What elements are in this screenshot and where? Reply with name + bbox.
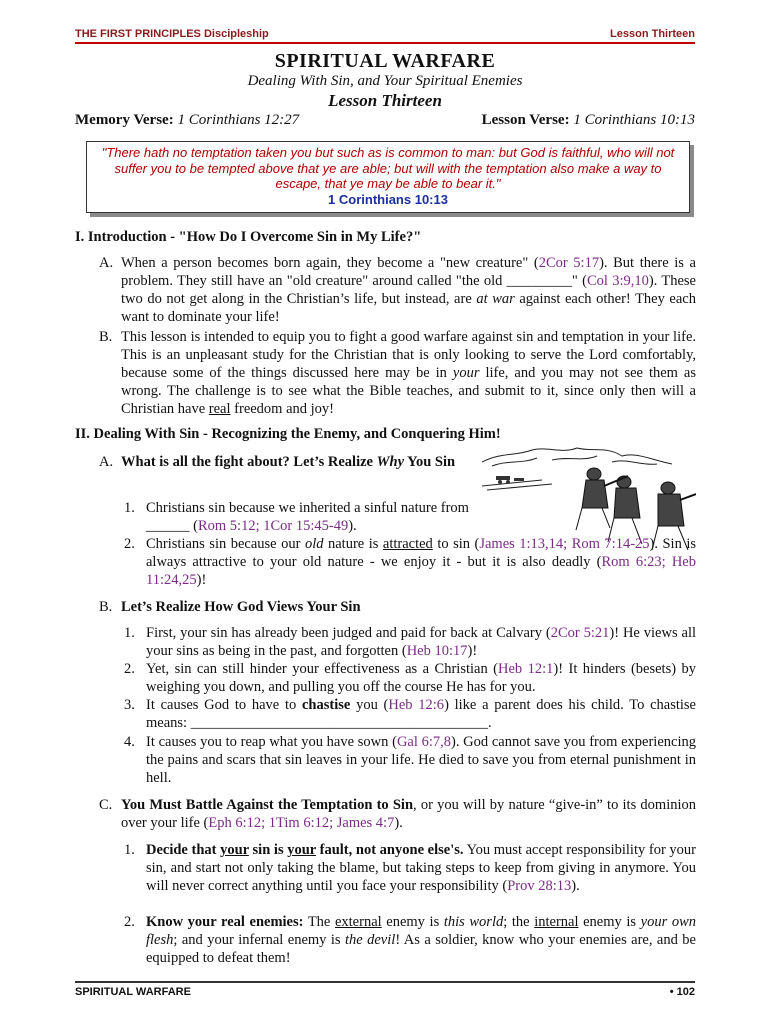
- point-label: B.: [99, 599, 113, 615]
- footer-title: SPIRITUAL WARFARE: [75, 986, 191, 998]
- item-number: 1.: [124, 842, 135, 858]
- item-number: 3.: [124, 697, 135, 713]
- point-b-title: Let’s Realize How God Views Your Sin: [121, 599, 361, 615]
- section-2b-item-1: 1. First, your sin has already been judged and paid for back at Calvary (2Cor 5:21)! He views all your sins as being in the past, and forgotten (Heb 10:17)!: [124, 625, 696, 659]
- item-number: 2.: [124, 661, 135, 677]
- memory-verse-label: Memory Verse:: [75, 112, 174, 128]
- page-number: • 102: [669, 986, 695, 998]
- page-header: [75, 26, 695, 44]
- scripture-ref[interactable]: Rom 5:12; 1Cor 15:45-49: [197, 518, 349, 534]
- section-2a-item-1: 1. Christians sin because we inherited a sinful nature from ______ (Rom 5:12; 1Cor 15:45-49).: [124, 500, 469, 534]
- section-2-point-b-heading: [99, 598, 696, 616]
- scripture-ref[interactable]: Heb 12:6: [388, 697, 445, 713]
- section-heading-2: II. Dealing With Sin - Recognizing the Enemy, and Conquering Him!: [75, 426, 501, 442]
- item-number: 1.: [124, 625, 135, 641]
- lesson-verse-label: Lesson Verse:: [481, 112, 570, 128]
- lesson-verse: [482, 112, 695, 129]
- scripture-ref[interactable]: Eph 6:12; 1Tim 6:12; James 4:7: [208, 815, 395, 831]
- scripture-ref[interactable]: Heb 12:1: [498, 661, 554, 677]
- point-label: A.: [99, 255, 114, 271]
- page-subtitle: Dealing With Sin, and Your Spiritual Enemies: [247, 73, 523, 89]
- scripture-ref[interactable]: Col 3:9,10: [586, 273, 649, 289]
- section-1-point-b: B. This lesson is intended to equip you to fight a good warfare against sin and temptation in your life. This is an unpleasant study for the Christian that is only looking to serve the Lord comfortably, because some of the things discussed here may be in your life, and you may not see them as wrong. The challenge is to see what the Bible teaches, and submit to it, since only then will a Christian have real freedom and joy!: [99, 329, 696, 417]
- section-2c-item-2: 2. Know your real enemies: The external enemy is this world; the internal enemy is your own flesh; and your infernal enemy is the devil! As a soldier, know who your enemies are, and be equipped to defeat them!: [124, 914, 697, 966]
- key-verse-box: [86, 141, 690, 213]
- section-1-point-a: A. When a person becomes born again, they become a "new creature" (2Cor 5:17). But there is a problem. They still have an "old creature" around called "the old _________" (Col 3:9,10). These two do not get along in the Christian’s life, but instead, are at war against each other! They each want to dominate your life!: [99, 255, 696, 325]
- section-2-point-c: C. You Must Battle Against the Temptation to Sin, or you will by nature “give-in” to its dominion over your life (Eph 6:12; 1Tim 6:12; James 4:7).: [99, 797, 697, 831]
- header-series-title: THE FIRST PRINCIPLES Discipleship: [75, 28, 269, 40]
- scripture-ref[interactable]: Prov 28:13: [507, 878, 572, 894]
- page-title: SPIRITUAL WARFARE: [274, 50, 496, 72]
- section-2b-item-4: 4. It causes you to reap what you have sown (Gal 6:7,8). God cannot save you from experiencing the pains and scars that sin leaves in your life. He died to save you from eternal punishment in hell.: [124, 734, 696, 786]
- section-2c-item-1: 1. Decide that your sin is your fault, not anyone else's. You must accept responsibility for your sin, and start not only taking the blame, but taking steps to keep from giving in anymore. You will never correct anything until you face your responsibility (Prov 28:13).: [124, 842, 697, 894]
- memory-verse: [75, 112, 299, 129]
- point-label: A.: [99, 454, 114, 470]
- lesson-verse-ref: 1 Corinthians 10:13: [573, 112, 695, 128]
- lesson-number: Lesson Thirteen: [328, 91, 442, 110]
- page-footer: [75, 981, 695, 999]
- header-lesson-number: Lesson Thirteen: [610, 28, 695, 40]
- scripture-ref[interactable]: James 1:13,14; Rom 7:14-25: [479, 536, 650, 552]
- memory-verse-ref: 1 Corinthians 12:27: [177, 112, 300, 128]
- scripture-ref[interactable]: 2Cor 5:17: [538, 255, 600, 271]
- key-verse-text: "There hath no temptation taken you but such as is common to man: but God is faithful, who will not suffer you to be tempted above that ye are able; but will with the temptation also make a way to escape, that ye may be able to bear it.": [101, 145, 675, 191]
- item-number: 2.: [124, 536, 135, 552]
- item-number: 4.: [124, 734, 135, 750]
- section-2b-item-2: 2. Yet, sin can still hinder your effectiveness as a Christian (Heb 12:1)! It hinders (besets) by weighing you down, and pulling you off the course He has for you.: [124, 661, 696, 695]
- point-label: B.: [99, 329, 113, 345]
- scripture-ref[interactable]: Gal 6:7,8: [396, 734, 451, 750]
- key-verse-ref: 1 Corinthians 10:13: [328, 191, 448, 207]
- section-2-point-a-heading: A. What is all the fight about? Let’s Realize Why You Sin: [99, 454, 456, 470]
- section-heading-1: I. Introduction - "How Do I Overcome Sin in My Life?": [75, 229, 422, 245]
- section-2b-item-3: 3. It causes God to have to chastise you (Heb 12:6) like a parent does his child. To chastise means: _________________________________________.: [124, 697, 696, 731]
- section-2a-item-2: 2. Christians sin because our old nature is attracted to sin (James 1:13,14; Rom 7:14-25). Sin is always attractive to your old nature - we enjoy it - but it is also deadly (Rom 6:23; Heb 11:24,25)!: [124, 536, 696, 588]
- scripture-ref[interactable]: 2Cor 5:21: [550, 625, 610, 641]
- item-number: 2.: [124, 914, 135, 930]
- scripture-ref[interactable]: Rom 6:23; Heb 11:24,25: [146, 554, 696, 588]
- point-label: C.: [99, 797, 113, 813]
- scripture-ref[interactable]: Heb 10:17: [406, 643, 468, 659]
- item-number: 1.: [124, 500, 135, 516]
